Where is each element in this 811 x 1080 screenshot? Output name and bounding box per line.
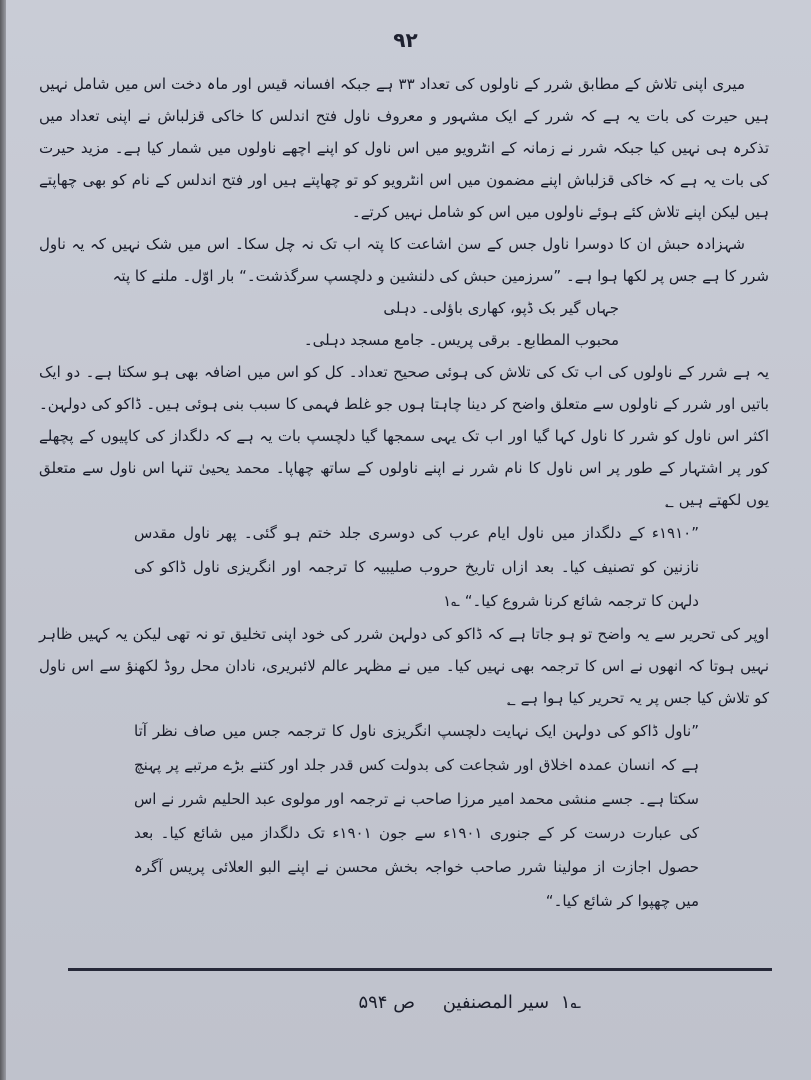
block-quote-dilgudaz: ”۱۹۱۰ء کے دلگداز میں ناول ایام عرب کی دوسری جلد ختم ہو گئی۔ پھر ناول مقدس نازنین کو تصنیف کیا۔ بعد ازاں تاریخ حروب صلیبیہ کا ترجمہ اور انگریزی ناول ڈاکو کی دلہن کا ترجمہ شائع کرنا شروع کیا۔“ ؎۱ [134, 524, 699, 610]
body-text [39, 68, 769, 918]
publisher-address: جہاں گیر بک ڈپو، کھاری باؤلی۔ دہلی [383, 299, 619, 317]
footnote-marker: ؎۱ [560, 992, 581, 1013]
footnote [358, 992, 581, 1013]
paragraph-daku-ki-dulhan: یہ ہے شرر کے ناولوں کی اب تک کی تلاش کی ہوئی صحیح تعداد۔ کل کو اس میں اضافہ بھی ہو سکتا ہے۔ دو ایک باتیں اور شرر کے ناولوں سے متعلق واضح کر دینا چاہتا ہوں جو غلط فہمی کا سبب بنی ہوئی ہیں۔ ڈاکو کی دولہن۔ اکثر اس ناول کو شرر کا ناول کہا گیا اور اب تک یہی سمجھا گیا دلچسپ بات یہ ہے کہ دلگداز کی کاپیوں کے پچھلے کور پر اشتہار کے طور پر اس ناول کا نام شرر نے اپنے ناولوں کے ساتھ چھاپا۔ محمد یحییٰ تنہا اس ناول سے متعلق یوں لکھتے ہیں ؂ [39, 363, 769, 509]
paragraph-library: اوپر کی تحریر سے یہ واضح تو ہو جاتا ہے کہ ڈاکو کی دولہن شرر کی خود اپنی تخلیق تو نہ تھی لیکن یہ کہیں ظاہر نہیں ہوتا کہ انھوں نے اس کا ترجمہ بھی نہیں کیا۔ میں نے مظہر عالم لائبریری، نادان محل روڈ لکھنؤ سے اس ناول کو تلاش کیا جس پر یہ تحریر کیا ہوا ہے ؂ [39, 625, 769, 707]
footnote-page-value: ۵۹۴ [358, 992, 388, 1013]
block-quote-title-page: ”ناول ڈاکو کی دولہن ایک نہایت دلچسپ انگریزی ناول کا ترجمہ جس میں صاف نظر آتا ہے کہ انسان عمدہ اخلاق اور شجاعت کی بدولت کس قدر جلد اور کتنے بڑے مرتبے پر پہنچ سکتا ہے۔ جسے منشی محمد امیر مرزا صاحب نے ترجمہ اور مولوی عبد الحلیم شرر نے اس کی عبارت درست کر کے جنوری ۱۹۰۱ء سے جون ۱۹۰۱ء تک دلگداز میں شائع کیا۔ بعد حصول اجازت از مولینا شرر صاحب خواجہ بخش محسن نے اپنے البو العلائی پریس آگرہ میں چھپوا کر شائع کیا۔“ [134, 722, 699, 910]
paragraph-shahzada-habash: شہزادہ حبش ان کا دوسرا ناول جس کے سن اشاعت کا پتہ اب تک نہ چل سکا۔ اس میں شک نہیں کہ یہ ناول شرر کا ہے جس پر لکھا ہوا ہے۔ ”سرزمین حبش کی دلنشین و دلچسپ سرگذشت۔“ بار اوّل۔ ملنے کا پتہ [39, 235, 769, 285]
page-edge-shadow [0, 0, 6, 1080]
page-number: ۹۲ [393, 28, 418, 52]
footnote-divider [68, 968, 772, 971]
footnote-source-title: سیر المصنفین [442, 992, 550, 1013]
paragraph-count: میری اپنی تلاش کے مطابق شرر کے ناولوں کی تعداد ۳۳ ہے جبکہ افسانہ قیس اور ماہ دخت اس میں شامل نہیں ہیں حیرت کی بات یہ ہے کہ شرر کے ایک مشہور و معروف ناول فتح اندلس کا خاکی قزلباش نے اپنی تعداد میں تذکرہ ہی نہیں کیا جبکہ شرر نے زمانہ کے انٹرویو میں اس ناول کو اپنے اچھے ناولوں میں شمار کیا ہے۔ مزید حیرت کی بات یہ ہے کہ خاکی قزلباش اپنے مضمون میں اس انٹرویو کو تو چھاپتے ہیں اور فتح اندلس کے نام کو بھی چھاپتے ہیں لیکن اپنے تلاش کئے ہوئے ناولوں میں اس کو شامل نہیں کرتے۔ [39, 75, 769, 221]
printer-address: محبوب المطابع۔ برقی پریس۔ جامع مسجد دہلی۔ [303, 331, 619, 349]
footnote-page-label: ص [393, 992, 415, 1013]
